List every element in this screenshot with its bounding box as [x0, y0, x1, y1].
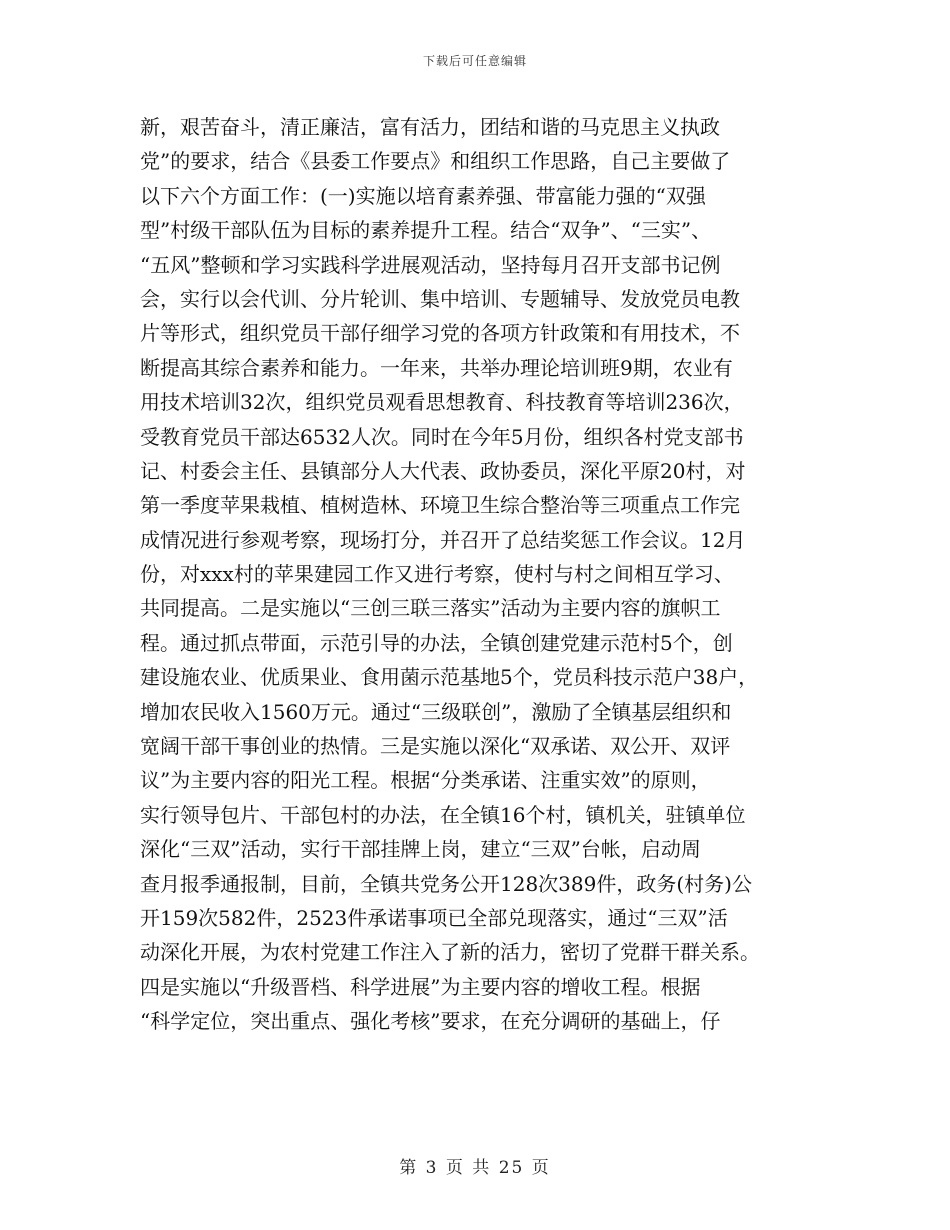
- text-line: 查月报季通报制，目前，全镇共党务公开128次389件，政务(村务)公: [140, 871, 752, 896]
- text-line: 记、村委会主任、县镇部分人大代表、政协委员，深化平原20村，对: [140, 458, 746, 483]
- page-header: 下载后可任意编辑: [422, 54, 527, 68]
- text-line: 议”为主要内容的阳光工程。根据“分类承诺、注重实效”的原则，: [140, 768, 711, 793]
- text-line: 片等形式，组织党员干部仔细学习党的各项方针政策和有用技术，不: [140, 321, 740, 346]
- text-line: 断提高其综合素养和能力。一年来，共举办理论培训班9期，农业有: [140, 355, 733, 380]
- text-line: 会，实行以会代训、分片轮训、集中培训、专题辅导、发放党员电教: [140, 286, 740, 311]
- text-line: 以下六个方面工作：(一)实施以培育素养强、带富能力强的“双强: [140, 183, 706, 208]
- text-line: 增加农民收入1560万元。通过“三级联创”，激励了全镇基层组织和: [140, 699, 732, 724]
- text-line: 宽阔干部干事创业的热情。三是实施以深化“双承诺、双公开、双评: [140, 734, 731, 759]
- text-line: 份，对xxx村的苹果建园工作又进行考察，使村与村之间相互学习、: [140, 562, 734, 587]
- text-line: 党”的要求，结合《县委工作要点》和组织工作思路，自己主要做了: [140, 149, 731, 174]
- text-line: 用技术培训32次，组织党员观看思想教育、科技教育等培训236次，: [140, 390, 744, 415]
- text-line: 型”村级干部队伍为目标的素养提升工程。结合“双争”、“三实”、: [140, 218, 712, 243]
- text-line: 动深化开展，为农村党建工作注入了新的活力，密切了党群干群关系。: [140, 940, 760, 965]
- text-line: 实行领导包片、干部包村的办法，在全镇16个村，镇机关，驻镇单位: [140, 802, 746, 827]
- text-line: 新，艰苦奋斗，清正廉洁，富有活力，团结和谐的马克思主义执政: [140, 115, 720, 139]
- text-line: 深化“三双”活动，实行干部挂牌上岗，建立“三双”台帐，启动周: [140, 837, 701, 862]
- text-line: 四是实施以“升级晋档、科学进展”为主要内容的增收工程。根据: [140, 974, 701, 999]
- document-body: [140, 110, 820, 1039]
- text-line: 建设施农业、优质果业、食用菌示范基地5个，党员科技示范户38户，: [140, 665, 759, 690]
- text-line: 共同提高。二是实施以“三创三联三落实”活动为主要内容的旗帜工: [140, 596, 721, 621]
- text-line: “科学定位，突出重点、强化考核”要求，在充分调研的基础上，仔: [140, 1009, 721, 1034]
- text-line: 第一季度苹果栽植、植树造林、环境卫生综合整治等三项重点工作完: [140, 493, 740, 518]
- text-line: 受教育党员干部达6532人次。同时在今年5月份，组织各村党支部书: [140, 424, 744, 449]
- text-line: 开159次582件，2523件承诺事项已全部兑现落实，通过“三双”活: [140, 905, 728, 930]
- text-line: “五风”整顿和学习实践科学进展观活动，坚持每月召开支部书记例: [140, 252, 721, 277]
- text-line: 成情况进行参观考察，现场打分，并召开了总结奖惩工作会议。12月: [140, 527, 746, 552]
- page-number: 第 3 页 共 25 页: [399, 1158, 551, 1178]
- text-line: 程。通过抓点带面，示范引导的办法，全镇创建党建示范村5个，创: [140, 630, 733, 655]
